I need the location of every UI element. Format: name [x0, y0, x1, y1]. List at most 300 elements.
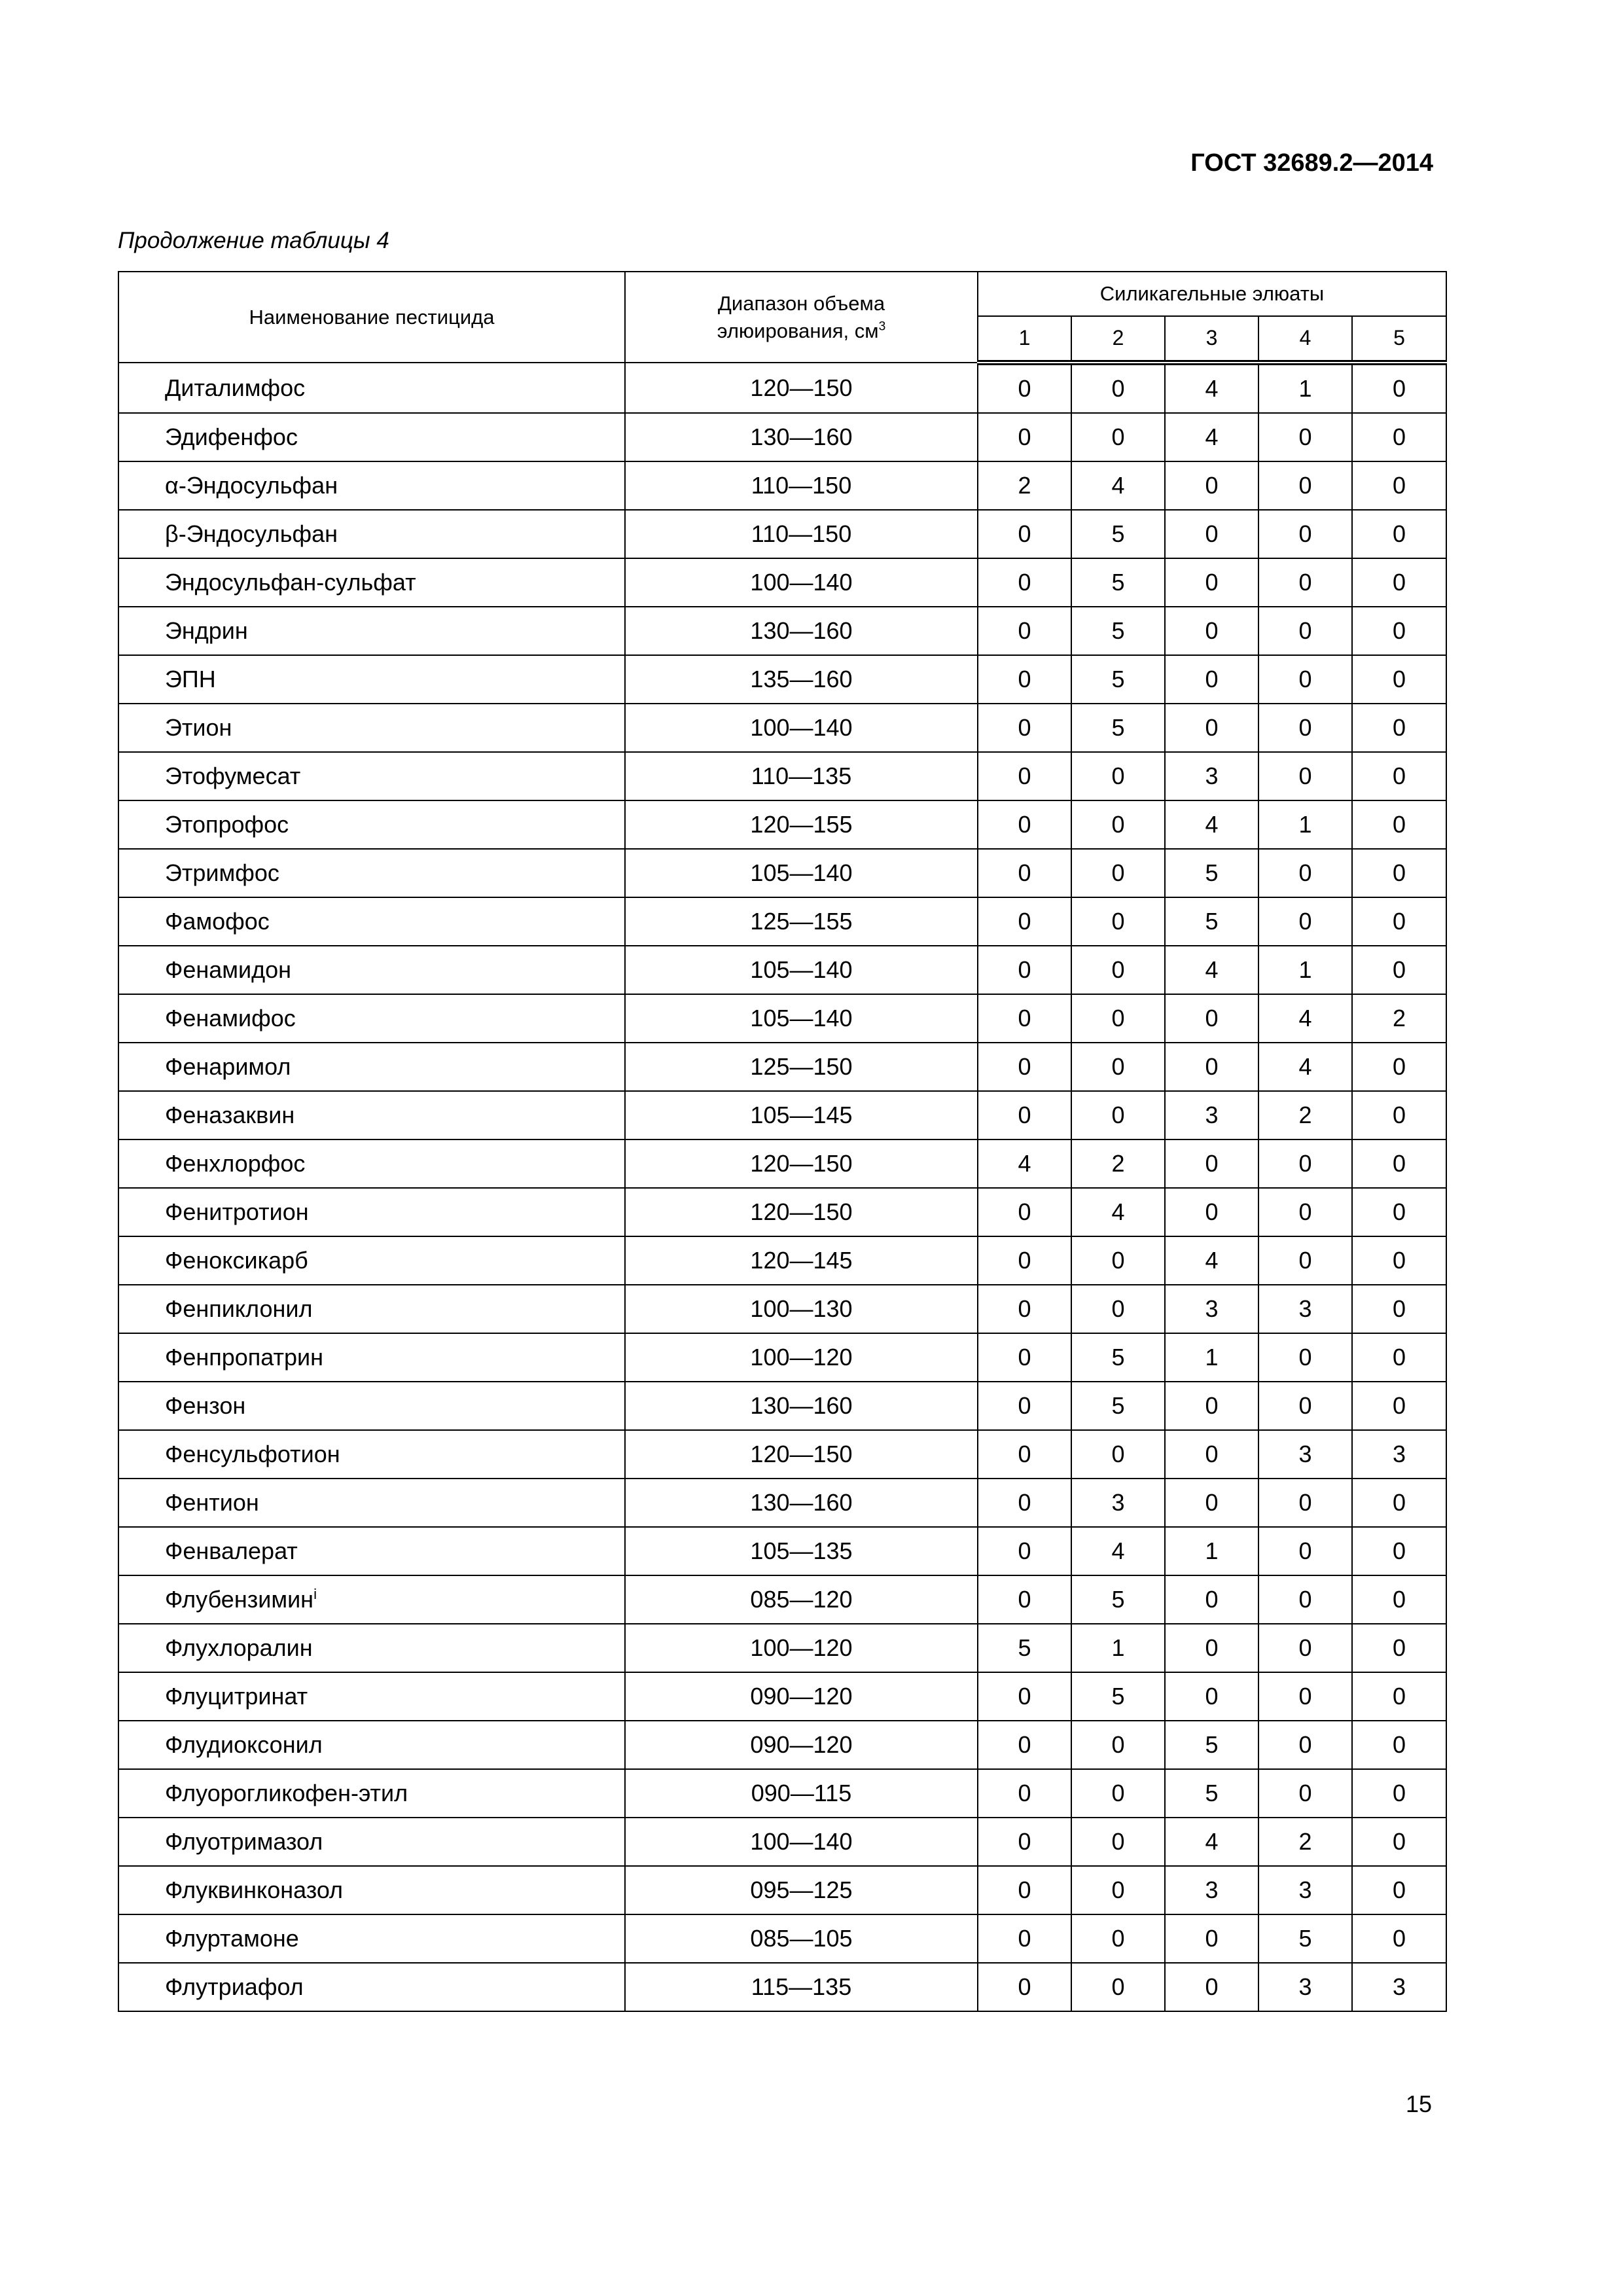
fraction-1-cell: 2 [978, 461, 1071, 510]
pesticide-name: Флуквинконазол [165, 1876, 344, 1903]
pesticide-name: Этримфос [165, 859, 279, 886]
fraction-3-cell: 0 [1165, 1382, 1258, 1430]
fraction-1-cell: 0 [978, 946, 1071, 994]
pesticide-name: Флубензимин [165, 1586, 314, 1613]
table-row [118, 1430, 1446, 1479]
header-elution-range-line2: элюирования, см [717, 319, 879, 342]
table-row [118, 1866, 1446, 1914]
pesticide-name: Этопрофос [165, 811, 289, 838]
pesticide-name: Флухлоралин [165, 1634, 313, 1661]
fraction-1-cell: 0 [978, 607, 1071, 655]
fraction-5-cell: 0 [1352, 1914, 1446, 1963]
fraction-4-cell: 0 [1258, 752, 1352, 800]
fraction-5-cell: 0 [1352, 1043, 1446, 1091]
fraction-5-cell: 0 [1352, 704, 1446, 752]
fraction-2-cell: 0 [1071, 897, 1165, 946]
table-row [118, 1333, 1446, 1382]
fraction-1-cell: 0 [978, 752, 1071, 800]
fraction-3-cell: 3 [1165, 1866, 1258, 1914]
elution-range-cell: 100—140 [625, 704, 978, 752]
fraction-1-cell: 0 [978, 1672, 1071, 1721]
pesticide-name-cell [118, 946, 625, 994]
fraction-2-cell: 5 [1071, 510, 1165, 558]
fraction-2-cell: 0 [1071, 946, 1165, 994]
pesticide-name: α-Эндосульфан [165, 472, 338, 499]
pesticide-name: Фентион [165, 1489, 259, 1516]
elution-range-cell: 105—140 [625, 994, 978, 1043]
table-row [118, 752, 1446, 800]
fraction-1-cell: 0 [978, 1236, 1071, 1285]
pesticide-name: Фензон [165, 1392, 246, 1419]
elution-range-cell: 110—150 [625, 510, 978, 558]
pesticide-name-cell [118, 1382, 625, 1430]
fraction-4-cell: 0 [1258, 1527, 1352, 1575]
fraction-5-cell: 0 [1352, 849, 1446, 897]
fraction-4-cell: 0 [1258, 1333, 1352, 1382]
pesticide-name: Фенитротион [165, 1198, 309, 1225]
fraction-4-cell: 0 [1258, 849, 1352, 897]
elution-range-cell: 100—140 [625, 1818, 978, 1866]
pesticide-name: Флуорогликофен-этил [165, 1780, 408, 1806]
document-code: ГОСТ 32689.2—2014 [1190, 149, 1433, 177]
fraction-2-cell: 0 [1071, 994, 1165, 1043]
elution-range-cell: 120—150 [625, 1188, 978, 1236]
fraction-1-cell: 0 [978, 1866, 1071, 1914]
pesticide-name-cell [118, 1430, 625, 1479]
fraction-2-cell: 0 [1071, 363, 1165, 413]
pesticide-name: ЭПН [165, 666, 216, 692]
fraction-2-cell: 0 [1071, 413, 1165, 461]
elution-range-cell: 090—115 [625, 1769, 978, 1818]
fraction-4-cell: 0 [1258, 1236, 1352, 1285]
pesticide-name: Фенхлорфос [165, 1150, 306, 1177]
pesticide-name: β-Эндосульфан [165, 520, 338, 547]
header-elution-range-line1: Диапазон объема [717, 291, 885, 315]
fraction-1-cell: 0 [978, 1818, 1071, 1866]
fraction-5-cell: 0 [1352, 510, 1446, 558]
table-row [118, 849, 1446, 897]
elution-range-cell: 125—150 [625, 1043, 978, 1091]
pesticide-name: Этофумесат [165, 762, 301, 789]
table-row [118, 897, 1446, 946]
header-elution-range [625, 272, 978, 363]
pesticide-table [118, 271, 1447, 2012]
fraction-5-cell: 2 [1352, 994, 1446, 1043]
fraction-4-cell: 0 [1258, 1188, 1352, 1236]
fraction-5-cell: 0 [1352, 1091, 1446, 1139]
fraction-1-cell: 0 [978, 1527, 1071, 1575]
table-row [118, 1624, 1446, 1672]
fraction-2-cell: 5 [1071, 558, 1165, 607]
fraction-2-cell: 4 [1071, 1188, 1165, 1236]
fraction-2-cell: 4 [1071, 461, 1165, 510]
fraction-5-cell: 0 [1352, 1818, 1446, 1866]
table-row [118, 1769, 1446, 1818]
fraction-2-cell: 0 [1071, 1963, 1165, 2011]
fraction-4-cell: 0 [1258, 1624, 1352, 1672]
fraction-2-cell: 5 [1071, 1575, 1165, 1624]
fraction-3-cell: 3 [1165, 1285, 1258, 1333]
fraction-5-cell: 0 [1352, 1527, 1446, 1575]
fraction-1-cell: 0 [978, 1188, 1071, 1236]
fraction-1-cell: 0 [978, 1769, 1071, 1818]
fraction-5-cell: 0 [1352, 558, 1446, 607]
fraction-2-cell: 3 [1071, 1479, 1165, 1527]
fraction-2-cell: 0 [1071, 1430, 1165, 1479]
elution-range-cell: 120—145 [625, 1236, 978, 1285]
table-row [118, 558, 1446, 607]
fraction-5-cell: 0 [1352, 607, 1446, 655]
fraction-2-cell: 5 [1071, 1672, 1165, 1721]
fraction-3-cell: 1 [1165, 1527, 1258, 1575]
elution-range-cell: 110—135 [625, 752, 978, 800]
fraction-4-cell: 4 [1258, 994, 1352, 1043]
table-body [118, 363, 1446, 2011]
table-row [118, 1043, 1446, 1091]
fraction-5-cell: 0 [1352, 800, 1446, 849]
pesticide-name-cell [118, 1139, 625, 1188]
pesticide-name-cell [118, 1914, 625, 1963]
fraction-5-cell: 0 [1352, 1624, 1446, 1672]
pesticide-name-cell [118, 1769, 625, 1818]
fraction-5-cell: 0 [1352, 655, 1446, 704]
pesticide-name-cell [118, 1285, 625, 1333]
page-number: 15 [1405, 2090, 1432, 2117]
table-row [118, 994, 1446, 1043]
pesticide-name-footnote-mark: i [313, 1586, 317, 1602]
pesticide-name-cell [118, 1866, 625, 1914]
fraction-3-cell: 5 [1165, 1769, 1258, 1818]
table-row [118, 946, 1446, 994]
elution-range-cell: 120—150 [625, 1430, 978, 1479]
table-row [118, 1139, 1446, 1188]
table-row [118, 1236, 1446, 1285]
elution-range-cell: 130—160 [625, 607, 978, 655]
fraction-5-cell: 0 [1352, 413, 1446, 461]
header-fraction-2: 2 [1071, 316, 1165, 363]
fraction-2-cell: 2 [1071, 1139, 1165, 1188]
fraction-3-cell: 0 [1165, 1139, 1258, 1188]
fraction-1-cell: 0 [978, 1430, 1071, 1479]
table-row [118, 1721, 1446, 1769]
fraction-4-cell: 5 [1258, 1914, 1352, 1963]
fraction-1-cell: 0 [978, 1963, 1071, 2011]
table-row [118, 1963, 1446, 2011]
elution-range-cell: 120—150 [625, 1139, 978, 1188]
fraction-5-cell: 0 [1352, 1236, 1446, 1285]
fraction-4-cell: 0 [1258, 607, 1352, 655]
table-row [118, 1091, 1446, 1139]
pesticide-name-cell [118, 704, 625, 752]
fraction-5-cell: 0 [1352, 1333, 1446, 1382]
fraction-2-cell: 0 [1071, 1043, 1165, 1091]
pesticide-name-cell [118, 1043, 625, 1091]
pesticide-name-cell [118, 1672, 625, 1721]
table-row [118, 1672, 1446, 1721]
fraction-4-cell: 1 [1258, 363, 1352, 413]
fraction-4-cell: 2 [1258, 1818, 1352, 1866]
fraction-1-cell: 0 [978, 1575, 1071, 1624]
table-row [118, 363, 1446, 413]
pesticide-name-cell [118, 558, 625, 607]
elution-range-cell: 105—135 [625, 1527, 978, 1575]
fraction-3-cell: 0 [1165, 655, 1258, 704]
fraction-2-cell: 1 [1071, 1624, 1165, 1672]
table-row [118, 607, 1446, 655]
fraction-5-cell: 3 [1352, 1430, 1446, 1479]
pesticide-name-cell [118, 1963, 625, 2011]
fraction-3-cell: 0 [1165, 1430, 1258, 1479]
table-row [118, 413, 1446, 461]
pesticide-name: Флуртамоне [165, 1925, 299, 1952]
table-row [118, 1188, 1446, 1236]
pesticide-name-cell [118, 461, 625, 510]
fraction-3-cell: 0 [1165, 994, 1258, 1043]
fraction-1-cell: 0 [978, 1043, 1071, 1091]
fraction-5-cell: 0 [1352, 752, 1446, 800]
header-fraction-1: 1 [978, 316, 1071, 363]
pesticide-name: Фенпропатрин [165, 1344, 324, 1371]
elution-range-cell: 105—145 [625, 1091, 978, 1139]
fraction-2-cell: 5 [1071, 704, 1165, 752]
fraction-5-cell: 0 [1352, 1188, 1446, 1236]
pesticide-name: Фамофос [165, 908, 270, 935]
fraction-2-cell: 0 [1071, 1866, 1165, 1914]
fraction-4-cell: 0 [1258, 704, 1352, 752]
elution-range-cell: 090—120 [625, 1721, 978, 1769]
table-row [118, 510, 1446, 558]
pesticide-name: Феназаквин [165, 1102, 295, 1128]
pesticide-name: Эндосульфан-сульфат [165, 569, 416, 596]
fraction-1-cell: 0 [978, 558, 1071, 607]
fraction-1-cell: 0 [978, 510, 1071, 558]
fraction-3-cell: 3 [1165, 1091, 1258, 1139]
table-row [118, 1285, 1446, 1333]
pesticide-name-cell [118, 800, 625, 849]
elution-range-cell: 105—140 [625, 946, 978, 994]
elution-range-cell: 110—150 [625, 461, 978, 510]
pesticide-name: Флуотримазол [165, 1828, 323, 1855]
elution-range-cell: 125—155 [625, 897, 978, 946]
fraction-1-cell: 0 [978, 1479, 1071, 1527]
fraction-1-cell: 0 [978, 655, 1071, 704]
elution-range-cell: 100—120 [625, 1624, 978, 1672]
pesticide-name-cell [118, 655, 625, 704]
fraction-1-cell: 0 [978, 1091, 1071, 1139]
fraction-4-cell: 0 [1258, 1672, 1352, 1721]
fraction-5-cell: 0 [1352, 363, 1446, 413]
table-caption: Продолжение таблицы 4 [118, 228, 389, 253]
pesticide-name-cell [118, 1188, 625, 1236]
fraction-4-cell: 0 [1258, 510, 1352, 558]
fraction-3-cell: 0 [1165, 510, 1258, 558]
header-pesticide-name: Наименование пестицида [118, 272, 625, 363]
table-row [118, 1527, 1446, 1575]
fraction-3-cell: 0 [1165, 1043, 1258, 1091]
fraction-4-cell: 0 [1258, 558, 1352, 607]
fraction-5-cell: 0 [1352, 461, 1446, 510]
elution-range-cell: 130—160 [625, 1382, 978, 1430]
fraction-1-cell: 0 [978, 1721, 1071, 1769]
pesticide-name-cell [118, 849, 625, 897]
elution-range-cell: 130—160 [625, 413, 978, 461]
elution-range-cell: 085—120 [625, 1575, 978, 1624]
fraction-1-cell: 0 [978, 413, 1071, 461]
fraction-2-cell: 0 [1071, 1818, 1165, 1866]
pesticide-name-cell [118, 413, 625, 461]
fraction-5-cell: 0 [1352, 1479, 1446, 1527]
fraction-3-cell: 4 [1165, 363, 1258, 413]
pesticide-name: Фенаримол [165, 1053, 291, 1080]
header-fraction-5: 5 [1352, 316, 1446, 363]
elution-range-cell: 100—140 [625, 558, 978, 607]
fraction-3-cell: 4 [1165, 1236, 1258, 1285]
elution-range-cell: 120—150 [625, 363, 978, 413]
fraction-3-cell: 0 [1165, 461, 1258, 510]
elution-range-cell: 100—130 [625, 1285, 978, 1333]
fraction-1-cell: 0 [978, 800, 1071, 849]
fraction-4-cell: 0 [1258, 1382, 1352, 1430]
elution-range-cell: 115—135 [625, 1963, 978, 2011]
elution-range-cell: 095—125 [625, 1866, 978, 1914]
fraction-4-cell: 0 [1258, 1721, 1352, 1769]
elution-range-cell: 100—120 [625, 1333, 978, 1382]
fraction-3-cell: 5 [1165, 849, 1258, 897]
fraction-4-cell: 0 [1258, 655, 1352, 704]
header-silica-eluates: Силикагельные элюаты [978, 272, 1446, 316]
fraction-5-cell: 0 [1352, 1139, 1446, 1188]
fraction-5-cell: 0 [1352, 946, 1446, 994]
fraction-3-cell: 0 [1165, 1188, 1258, 1236]
fraction-1-cell: 0 [978, 1382, 1071, 1430]
fraction-3-cell: 0 [1165, 1672, 1258, 1721]
fraction-2-cell: 4 [1071, 1527, 1165, 1575]
fraction-3-cell: 0 [1165, 1479, 1258, 1527]
pesticide-name: Фенамидон [165, 956, 292, 983]
fraction-5-cell: 0 [1352, 1285, 1446, 1333]
fraction-4-cell: 0 [1258, 1575, 1352, 1624]
pesticide-name-cell [118, 752, 625, 800]
elution-range-cell: 090—120 [625, 1672, 978, 1721]
table-row [118, 1575, 1446, 1624]
fraction-5-cell: 0 [1352, 1382, 1446, 1430]
pesticide-name-cell [118, 1333, 625, 1382]
fraction-3-cell: 5 [1165, 897, 1258, 946]
elution-range-cell: 130—160 [625, 1479, 978, 1527]
fraction-4-cell: 0 [1258, 1769, 1352, 1818]
fraction-1-cell: 0 [978, 1333, 1071, 1382]
fraction-2-cell: 0 [1071, 1285, 1165, 1333]
table-row [118, 1914, 1446, 1963]
fraction-4-cell: 0 [1258, 413, 1352, 461]
fraction-4-cell: 0 [1258, 897, 1352, 946]
fraction-2-cell: 0 [1071, 849, 1165, 897]
fraction-1-cell: 0 [978, 1285, 1071, 1333]
fraction-4-cell: 0 [1258, 1479, 1352, 1527]
pesticide-name: Этион [165, 714, 232, 741]
table-row [118, 1479, 1446, 1527]
pesticide-name-cell [118, 510, 625, 558]
fraction-4-cell: 3 [1258, 1866, 1352, 1914]
pesticide-name-cell [118, 897, 625, 946]
fraction-5-cell: 0 [1352, 1721, 1446, 1769]
pesticide-name-cell [118, 363, 625, 413]
fraction-5-cell: 0 [1352, 897, 1446, 946]
fraction-4-cell: 1 [1258, 946, 1352, 994]
fraction-4-cell: 1 [1258, 800, 1352, 849]
pesticide-name: Диталимфос [165, 374, 306, 401]
table-row [118, 800, 1446, 849]
pesticide-name: Феноксикарб [165, 1247, 308, 1274]
fraction-2-cell: 0 [1071, 1091, 1165, 1139]
table-row [118, 461, 1446, 510]
pesticide-name-cell [118, 1721, 625, 1769]
fraction-3-cell: 4 [1165, 946, 1258, 994]
fraction-1-cell: 0 [978, 704, 1071, 752]
pesticide-name: Флутриафол [165, 1973, 304, 2000]
fraction-2-cell: 0 [1071, 800, 1165, 849]
fraction-1-cell: 0 [978, 1914, 1071, 1963]
pesticide-name: Флудиоксонил [165, 1731, 323, 1758]
header-fraction-4: 4 [1258, 316, 1352, 363]
elution-range-cell: 085—105 [625, 1914, 978, 1963]
fraction-2-cell: 5 [1071, 607, 1165, 655]
fraction-3-cell: 3 [1165, 752, 1258, 800]
fraction-1-cell: 4 [978, 1139, 1071, 1188]
header-fraction-3: 3 [1165, 316, 1258, 363]
fraction-3-cell: 0 [1165, 704, 1258, 752]
pesticide-name-cell [118, 994, 625, 1043]
fraction-5-cell: 3 [1352, 1963, 1446, 2011]
fraction-5-cell: 0 [1352, 1672, 1446, 1721]
pesticide-name-cell [118, 1818, 625, 1866]
fraction-2-cell: 0 [1071, 1914, 1165, 1963]
fraction-1-cell: 0 [978, 994, 1071, 1043]
elution-range-cell: 135—160 [625, 655, 978, 704]
pesticide-name: Эдифенфос [165, 423, 298, 450]
fraction-3-cell: 0 [1165, 1914, 1258, 1963]
pesticide-name: Фенсульфотион [165, 1441, 340, 1467]
fraction-3-cell: 5 [1165, 1721, 1258, 1769]
table-row [118, 655, 1446, 704]
fraction-5-cell: 0 [1352, 1769, 1446, 1818]
table-row [118, 704, 1446, 752]
pesticide-name-cell [118, 607, 625, 655]
fraction-2-cell: 0 [1071, 752, 1165, 800]
fraction-4-cell: 3 [1258, 1963, 1352, 2011]
pesticide-name: Флуцитринат [165, 1683, 308, 1710]
fraction-3-cell: 0 [1165, 1575, 1258, 1624]
fraction-4-cell: 0 [1258, 461, 1352, 510]
fraction-3-cell: 0 [1165, 558, 1258, 607]
pesticide-name: Фенамифос [165, 1005, 296, 1031]
fraction-2-cell: 5 [1071, 1382, 1165, 1430]
fraction-5-cell: 0 [1352, 1866, 1446, 1914]
fraction-1-cell: 5 [978, 1624, 1071, 1672]
fraction-4-cell: 0 [1258, 1139, 1352, 1188]
pesticide-name-cell [118, 1236, 625, 1285]
pesticide-name-cell [118, 1091, 625, 1139]
table-row [118, 1382, 1446, 1430]
fraction-4-cell: 3 [1258, 1430, 1352, 1479]
pesticide-name: Эндрин [165, 617, 248, 644]
pesticide-name-cell [118, 1575, 625, 1624]
header-elution-range-unit-exponent: 3 [878, 319, 886, 334]
fraction-3-cell: 4 [1165, 413, 1258, 461]
fraction-2-cell: 0 [1071, 1721, 1165, 1769]
fraction-5-cell: 0 [1352, 1575, 1446, 1624]
fraction-3-cell: 0 [1165, 607, 1258, 655]
